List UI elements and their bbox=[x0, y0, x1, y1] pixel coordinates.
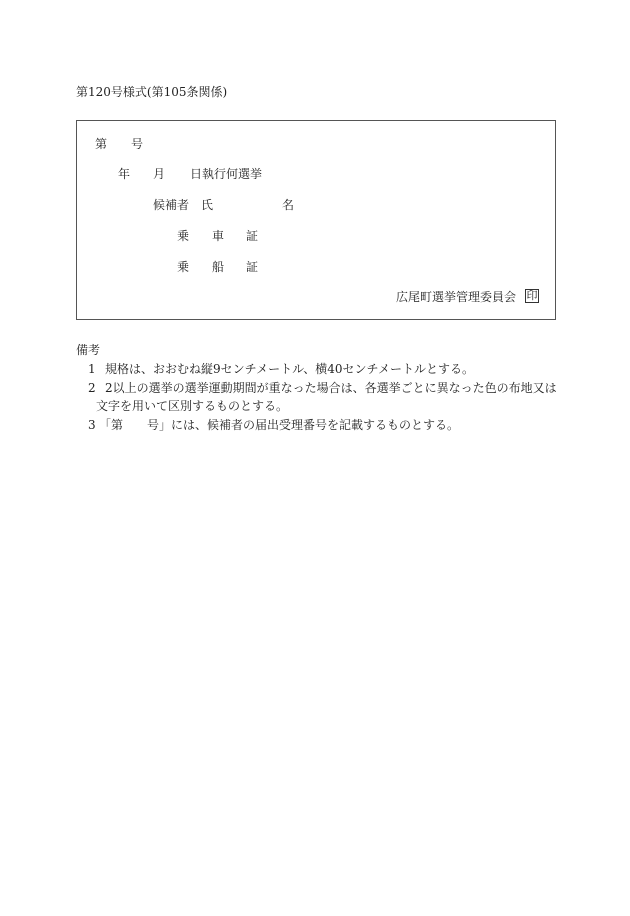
seal-mark: 印 bbox=[526, 289, 538, 302]
number-prefix: 第 bbox=[95, 137, 108, 151]
note-text-3: 「第 号」には、候補者の届出受理番号を記載するものとする。 bbox=[99, 418, 460, 432]
number-suffix: 号 bbox=[131, 137, 144, 151]
note-text-2: 2以上の選挙の選挙運動期間が重なった場合は、各選挙ごとに異なった色の布地又は bbox=[105, 381, 557, 395]
notes-heading: 備考 bbox=[76, 343, 101, 357]
note-num-2: 2 bbox=[88, 381, 96, 395]
issuer: 広尾町選挙管理委員会 bbox=[396, 290, 517, 304]
name-label-2: 名 bbox=[282, 198, 295, 212]
car-pass-2: 車 bbox=[212, 229, 225, 243]
note-num-1: 1 bbox=[88, 362, 96, 376]
boat-pass-2: 船 bbox=[212, 260, 225, 274]
boat-pass-1: 乗 bbox=[177, 260, 190, 274]
day-election-label: 日執行何選挙 bbox=[190, 167, 263, 181]
note-num-3: 3 bbox=[88, 418, 96, 432]
form-title: 第120号様式(第105条関係) bbox=[76, 85, 228, 99]
month-label: 月 bbox=[153, 167, 166, 181]
car-pass-3: 証 bbox=[246, 229, 259, 243]
year-label: 年 bbox=[118, 167, 131, 181]
candidate-label: 候補者 bbox=[153, 198, 190, 212]
note-text-1: 規格は、おおむね縦9センチメートル、横40センチメートルとする。 bbox=[105, 362, 474, 376]
name-label-1: 氏 bbox=[201, 198, 214, 212]
note-text-2-cont: 文字を用いて区別するものとする。 bbox=[96, 399, 289, 413]
boat-pass-3: 証 bbox=[246, 260, 259, 274]
car-pass-1: 乗 bbox=[177, 229, 190, 243]
